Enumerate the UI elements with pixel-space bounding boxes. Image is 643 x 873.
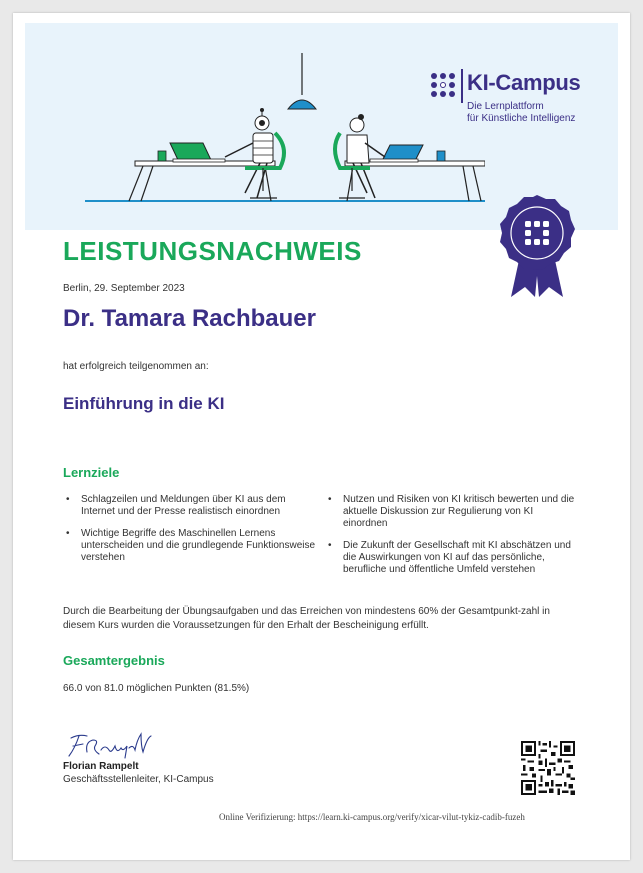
issue-date: Berlin, 29. September 2023 [63,283,185,294]
logo-dots-icon [431,73,455,97]
participation-statement: hat erfolgreich teilgenommen an: [63,361,209,372]
goals-list-right [325,494,580,586]
goal-item: • Wichtige Begriffe des Maschinellen Lernens unterscheiden und die grundlegende Funktionsweise verstehen [63,528,318,564]
certificate-page [13,13,630,860]
goal-item: • Nutzen und Risiken von KI kritisch bewerten und die aktuelle Diskussion zur Regulierung von KI einordnen [325,494,580,530]
completion-summary: Durch die Bearbeitung der Übungsaufgaben und das Erreichen von mindestens 60% der Gesamtpunkt-zahl in diesem Kurs wurden die Voraussetzungen für den Erhalt der Bescheinigung erfüllt. [63,606,550,631]
certificate-heading: LEISTUNGSNACHWEIS [63,236,362,266]
logo-subtitle-line2: für Künstliche Intelligenz [467,113,576,124]
ribbon-seal-icon [495,193,579,299]
logo-subtitle [467,101,575,125]
office-illustration [85,53,485,223]
result-heading: Gesamtergebnis [63,653,165,668]
goal-item: • Die Zukunft der Gesellschaft mit KI abschätzen und die Auswirkungen von KI auf das persönliche, berufliche und öffentliche Umfeld verstehen [325,540,580,576]
goals-heading: Lernziele [63,465,120,480]
logo-subtitle-line1: Die Lernplattform [467,101,544,112]
recipient-name: Dr. Tamara Rachbauer [63,305,316,332]
course-title: Einführung in die KI [63,394,225,413]
goals-list-left [63,494,318,574]
qr-code-icon[interactable] [521,741,575,795]
signer-name: Florian Rampelt [63,761,139,772]
handwritten-signature [65,728,155,760]
logo-title: KI-Campus [467,70,581,95]
result-score: 66.0 von 81.0 möglichen Punkten (81.5%) [63,683,250,694]
goal-item: • Schlagzeilen und Meldungen über KI aus dem Internet und der Presse realistisch einordnen [63,494,318,518]
verification-link[interactable]: Online Verifizierung: https://learn.ki-campus.org/verify/xicar-vilut-tykiz-cadib-fuzeh [219,812,525,822]
signer-role: Geschäftsstellenleiter, KI-Campus [63,774,214,785]
logo-divider [461,69,463,103]
